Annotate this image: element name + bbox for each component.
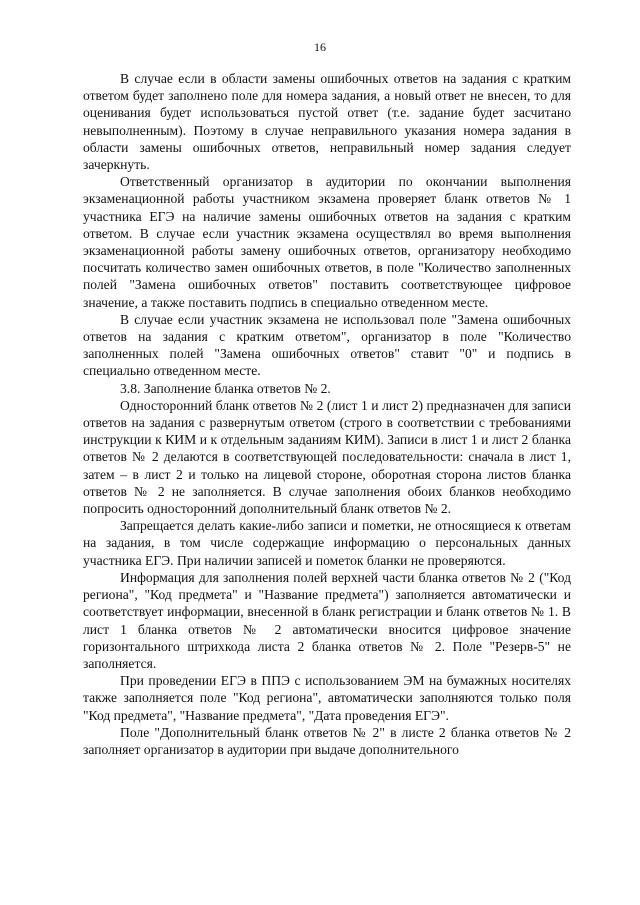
section-heading-3-8: 3.8. Заполнение бланка ответов № 2. (120, 380, 331, 396)
paragraph-zero-replacements: В случае если участник экзамена не использовал поле "Замена ошибочных ответов на задания с кратким ответом", организатор в поле "Количество заполненных полей "Замена ошибочных ответов" ставит "0" и подпись в специально отведенном месте. (83, 311, 571, 379)
paragraph-prohibited-marks: Запрещается делать какие-либо записи и пометки, не относящиеся к ответам на задания, в том числе содержащие информацию о персональных данных участника ЕГЭ. При наличии записей и пометок бланки не проверяются. (83, 518, 571, 568)
page-body (83, 70, 571, 758)
paragraph-header-fields: Информация для заполнения полей верхней части бланка ответов № 2 ("Код региона", "Код предмета" и "Название предмета") заполняется автоматически и соответствует информации, внесенной в бланк регистрации и бланк ответов № 1. В лист 1 бланка ответов № 2 автоматически вносится цифровое значение горизонтального штрихкода листа 2 бланка ответов № 2. Поле "Резерв-5" не заполняется. (83, 569, 571, 671)
page-number: 16 (314, 40, 326, 54)
paragraph-empty-answer-rule: В случае если в области замены ошибочных ответов на задания с кратким ответом будет заполнено поле для номера задания, а новый ответ не внесен, то для оценивания будет использоваться пустой ответ (т.е. задание будет засчитано невыполненным). Поэтому в случае неправильного указания номера задания в области замены ошибочных ответов, неправильный номер задания следует зачеркнуть. (83, 71, 571, 173)
paragraph-organizer-check: Ответственный организатор в аудитории по окончании выполнения экзаменационной работы участником экзамена проверяет бланк ответов № 1 участника ЕГЭ на наличие замены ошибочных ответов на задания с кратким ответом. В случае если участник экзамена осуществлял во время выполнения экзаменационной работы замену ошибочных ответов, организатору необходимо посчитать количество замен ошибочных ответов, в поле "Количество заполненных полей "Замена ошибочных ответов" поставить соответствующее цифровое значение, а также поставить подпись в специально отведенном месте. (83, 174, 571, 310)
paragraph-paper-media: При проведении ЕГЭ в ППЭ с использованием ЭМ на бумажных носителях также заполняется поле "Код региона", автоматически заполняются только поля "Код предмета", "Название предмета", "Дата проведения ЕГЭ". (83, 673, 571, 723)
paragraph-additional-form: Поле "Дополнительный бланк ответов № 2" в листе 2 бланка ответов № 2 заполняет организатор в аудитории при выдаче дополнительного (83, 724, 571, 757)
paragraph-answer-form-2: Односторонний бланк ответов № 2 (лист 1 и лист 2) предназначен для записи ответов на задания с развернутым ответом (строго в соответствии с требованиями инструкции к КИМ и к отдельным заданиям КИМ). Записи в лист 1 и лист 2 бланка ответов № 2 делаются в соответствующей последовательности: сначала в лист 1, затем – в лист 2 и только на лицевой стороне, оборотная сторона листов бланка ответов № 2 не заполняется. В случае заполнения обоих бланков необходимо попросить односторонний дополнительный бланк ответов № 2. (83, 397, 571, 517)
